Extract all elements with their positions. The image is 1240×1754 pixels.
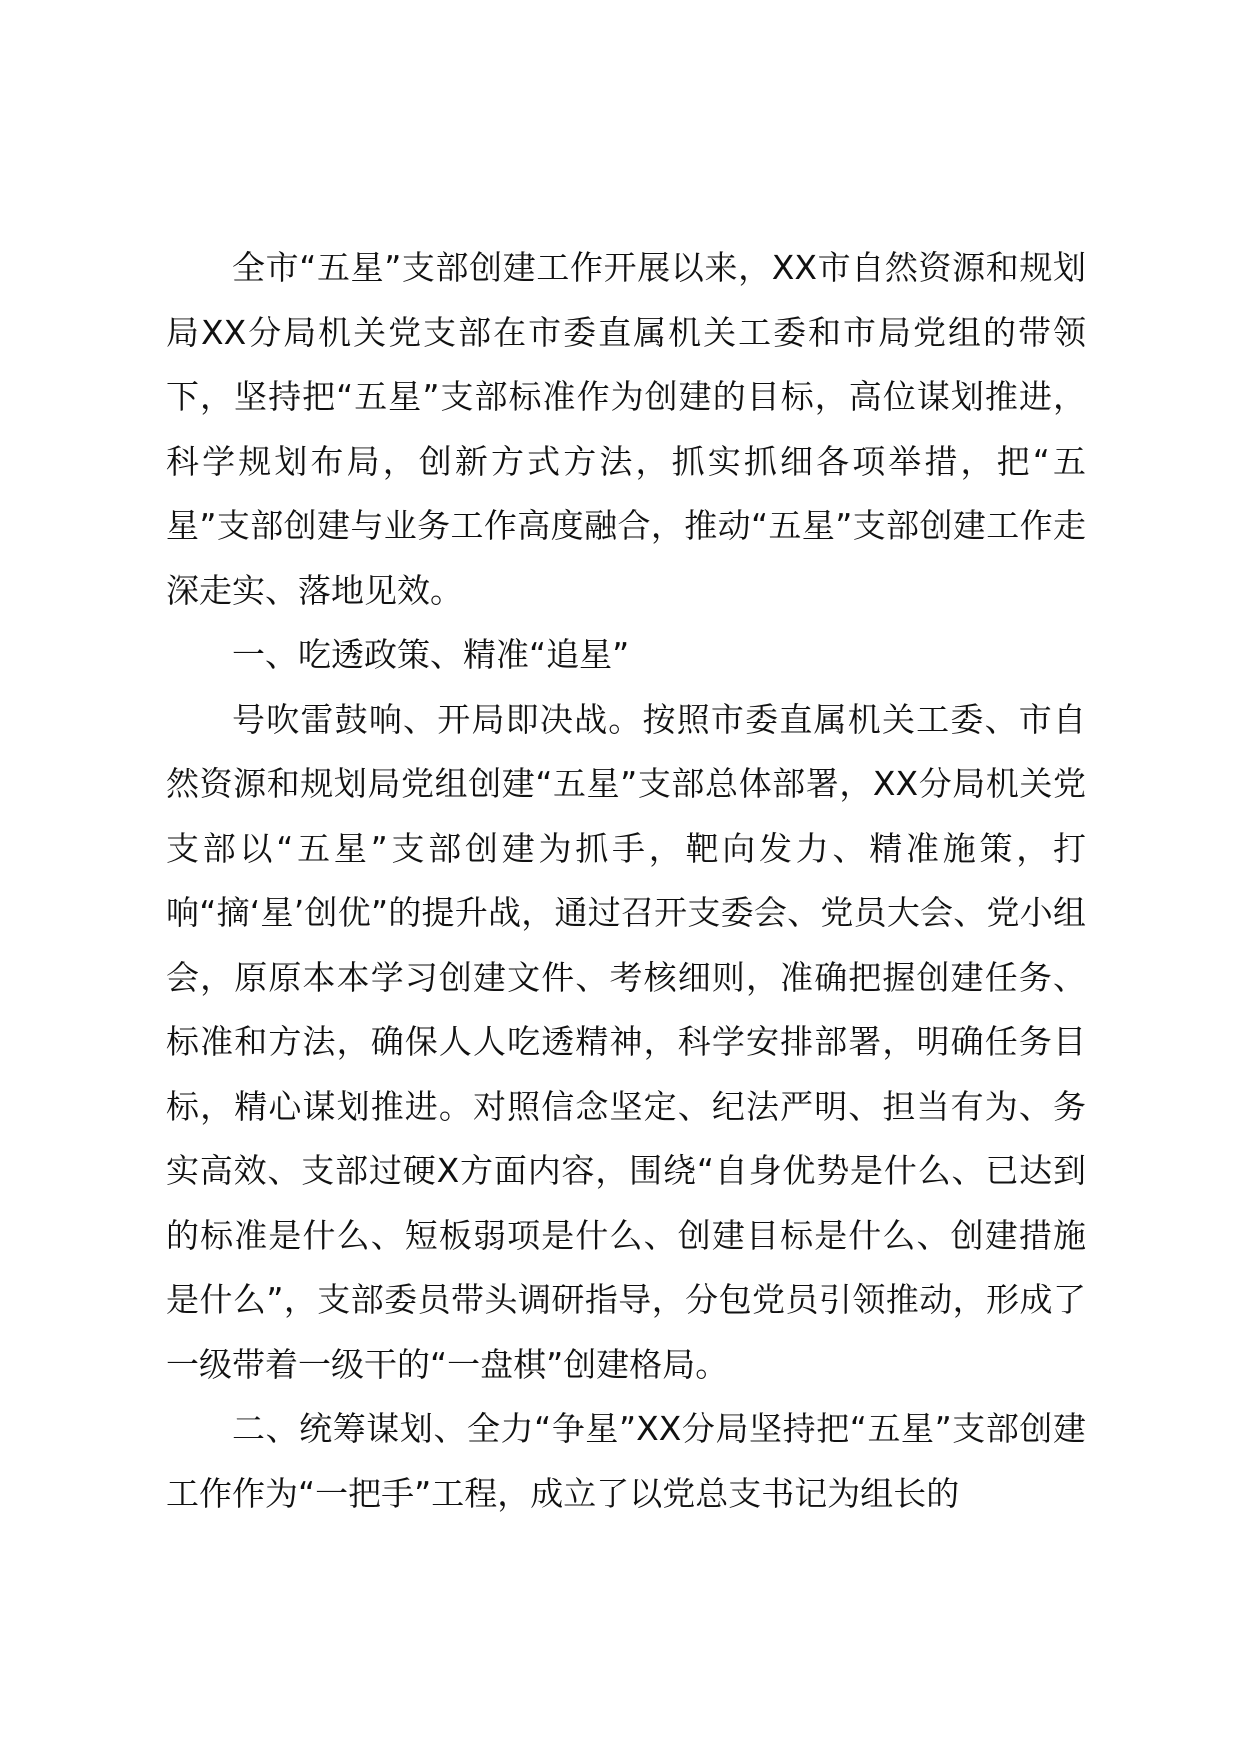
- section-1-paragraph: 号吹雷鼓响、开局即决战。按照市委直属机关工委、市自然资源和规划局党组创建“五星”支部总体部署，XX分局机关党支部以“五星”支部创建为抓手，靶向发力、精准施策，打响“摘‘星’创优”的提升战，通过召开支委会、党员大会、党小组会，原原本本学习创建文件、考核细则，准确把握创建任务、标准和方法，确保人人吃透精神，科学安排部署，明确任务目标，精心谋划推进。对照信念坚定、纪法严明、担当有为、务实高效、支部过硬X方面内容，围绕“自身优势是什么、已达到的标准是什么、短板弱项是什么、创建目标是什么、创建措施是什么”，支部委员带头调研指导，分包党员引领推动，形成了一级带着一级干的“一盘棋”创建格局。: [166, 699, 1086, 1384]
- section-2-paragraph: 二、统筹谋划、全力“争星”XX分局坚持把“五星”支部创建工作作为“一把手”工程，成立了以党总支书记为组长的: [166, 1409, 1086, 1513]
- intro-paragraph: 全市“五星”支部创建工作开展以来，XX市自然资源和规划局XX分局机关党支部在市委直属机关工委和市局党组的带领下，坚持把“五星”支部标准作为创建的目标，高位谋划推进，科学规划布局，创新方式方法，抓实抓细各项举措，把“五星”支部创建与业务工作高度融合，推动“五星”支部创建工作走深走实、落地见效。: [166, 248, 1086, 610]
- section-heading-1: 一、吃透政策、精准“追星”: [232, 635, 630, 674]
- document-body: [166, 236, 1086, 1526]
